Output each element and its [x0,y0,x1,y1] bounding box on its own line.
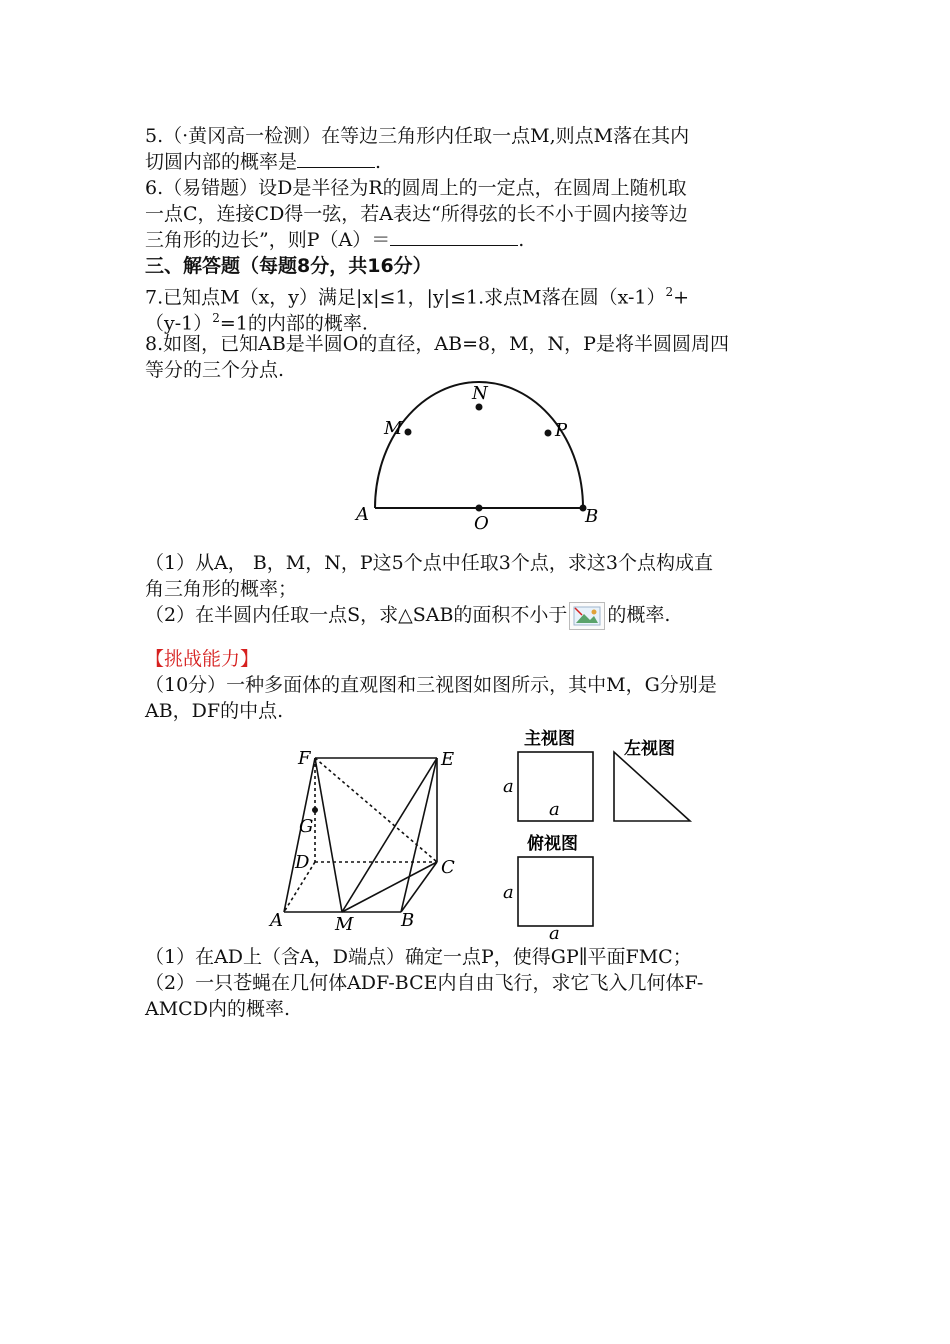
point-p [545,430,552,437]
challenge-line2: AB，DF的中点. [145,700,284,722]
q7-line2-sup: 2 [212,311,220,325]
label-g: G [299,816,314,837]
label-m: M [384,418,403,439]
label-a: A [356,504,369,525]
challenge-sub1: （1）在AD上（含A，D端点）确定一点P，使得GP∥平面FMC； [145,946,692,968]
q5-line2-prefix: 切圆内部的概率是 [145,151,298,173]
label-a: A [270,910,283,931]
label-d: D [295,852,310,873]
q6-line1: 6.（易错题）设D是半径为R的圆周上的一定点，在圆周上随机取 [145,177,687,199]
label-c: C [441,857,455,878]
label-e: E [441,749,455,770]
top-view [518,857,593,926]
label-p: P [555,420,568,441]
challenge-heading: 【挑战能力】 [145,648,260,670]
section-heading: 三、解答题（每题8分，共16分） [145,255,432,277]
label-n: N [472,383,488,404]
q8-sub1-line1: （1）从A， B，M，N，P这5个点中任取3个点，求这3个点构成直 [145,552,713,574]
q7-line1-b: + [673,286,690,309]
point-o [476,505,483,512]
front-view-title: 主视图 [524,729,575,749]
point-g [312,807,318,813]
label-o: O [474,513,489,534]
point-m [405,429,412,436]
q7-line2-a: （y-1） [145,312,213,335]
challenge-line1: （10分）一种多面体的直观图和三视图如图所示，其中M，G分别是 [145,674,717,696]
top-view-height-label: a [503,882,514,903]
q8-sub2 [145,602,670,630]
q7-line1-a: 7.已知点M（x，y）满足|x|≤1，|y|≤1.求点M落在圆（x-1） [145,286,666,309]
q6-line3-suffix: . [518,229,525,251]
q8-line2: 等分的三个分点. [145,359,285,381]
front-view-width-label: a [549,799,560,820]
q5-line1: 5.（·黄冈高一检测）在等边三角形内任取一点M,则点M落在其内 [145,125,690,147]
q7-line1-sup: 2 [665,285,674,299]
front-view-height-label: a [503,776,514,797]
challenge-sub2-line1: （2）一只苍蝇在几何体ADF-BCE内自由飞行，求它飞入几何体F- [145,972,704,994]
q8-sub1-line2: 角三角形的概率； [145,578,298,600]
q7-line2-b: =1的内部的概率. [219,312,368,335]
q6-line2: 一点C，连接CD得一弦，若A表达“所得弦的长不小于圆内接等边 [145,203,688,225]
q8-line1: 8.如图，已知AB是半圆O的直径，AB=8，M，N，P是将半圆圆周四 [145,333,729,355]
q5-line2-suffix: . [375,151,382,173]
label-b: B [585,506,599,527]
label-f: F [298,748,311,769]
label-m: M [335,914,354,935]
top-view-title: 俯视图 [527,834,578,854]
q8-sub2-prefix: （2）在半圆内任取一点S，求△SAB的面积不小于 [145,604,568,626]
top-view-width-label: a [549,923,560,944]
label-b: B [401,910,415,931]
left-view [614,752,690,821]
challenge-sub2-line2: AMCD内的概率. [145,998,290,1020]
broken-image-icon [569,602,605,630]
q6-line3-prefix: 三角形的边长”，则P（A）＝ [145,229,391,251]
left-view-title: 左视图 [624,739,675,759]
point-n [476,404,483,411]
q8-sub2-suffix: 的概率. [607,604,671,626]
